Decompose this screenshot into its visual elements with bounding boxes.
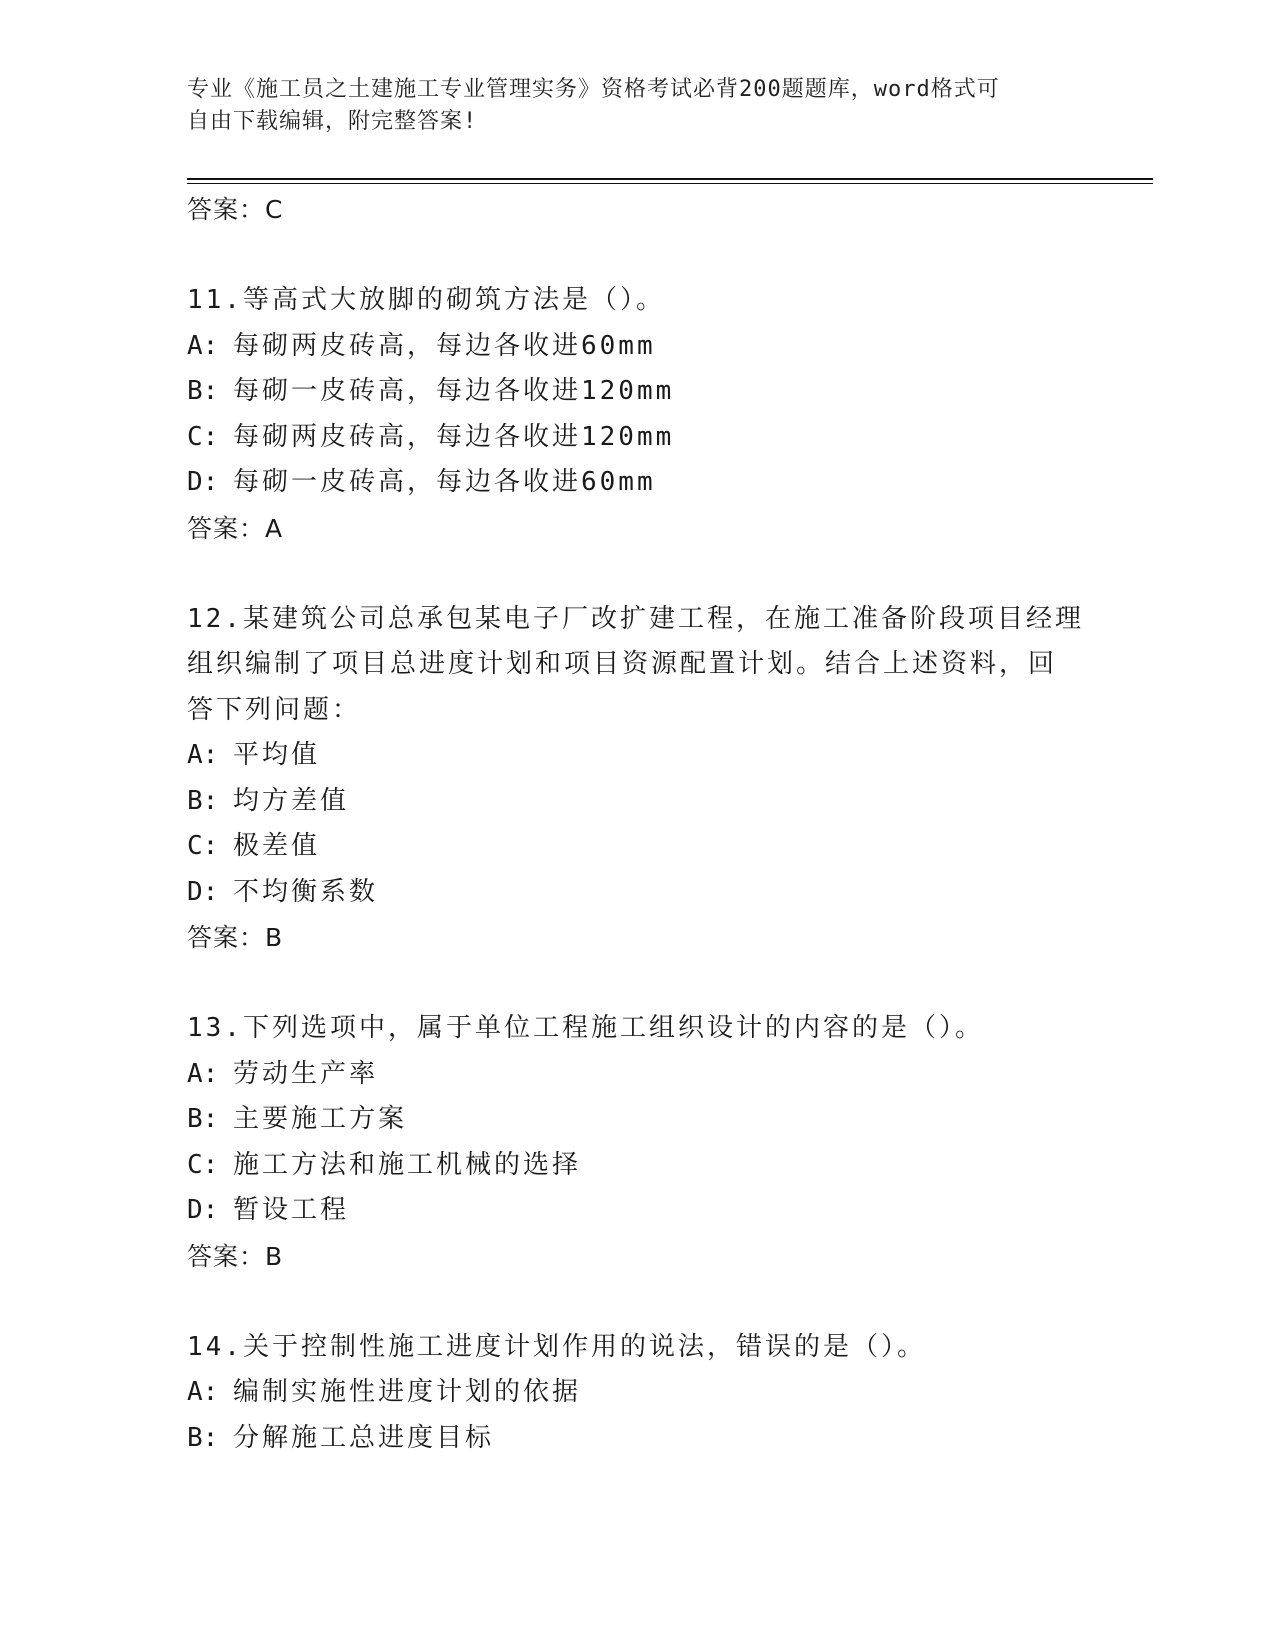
question-stem — [187, 1006, 1087, 1052]
option-b — [187, 779, 1087, 825]
question-14 — [187, 1325, 1087, 1462]
question-12 — [187, 597, 1087, 961]
spacer — [187, 232, 1087, 278]
answer: 答案：B — [187, 1241, 284, 1271]
option-a — [187, 1052, 1087, 1098]
option-c — [187, 824, 1087, 870]
question-text: 等高式大放脚的砌筑方法是（）。 — [242, 285, 665, 315]
option-b — [187, 1097, 1087, 1143]
header-line-2: 自由下载编辑，附完整答案! — [187, 109, 478, 134]
option-a — [187, 324, 1087, 370]
question-stem — [187, 278, 1087, 324]
option-letter: A: — [187, 1377, 219, 1407]
question-stem-line-1 — [187, 597, 1087, 643]
document-header — [187, 74, 1087, 138]
option-letter: A: — [187, 740, 219, 770]
option-letter: A: — [187, 330, 219, 361]
previous-answer: 答案：C — [187, 195, 284, 224]
option-letter: D: — [187, 467, 219, 497]
option-text: 编制实施性进度计划的依据 — [233, 1377, 582, 1407]
answer: 答案：B — [187, 923, 284, 952]
option-text: 平均值 — [233, 740, 321, 770]
header-line-1: 专业《施工员之土建施工专业管理实务》资格考试必背200题题库，word格式可 — [187, 77, 1000, 102]
option-letter: B: — [187, 376, 219, 406]
option-c — [187, 1143, 1087, 1189]
option-c — [187, 415, 1087, 461]
header-divider-thick — [187, 178, 1153, 180]
question-text: 某建筑公司总承包某电子厂改扩建工程，在施工准备阶段项目经理 — [242, 603, 1084, 634]
question-13 — [187, 1006, 1087, 1279]
option-letter: A: — [187, 1058, 219, 1089]
option-letter: C: — [187, 831, 219, 861]
option-text: 劳动生产率 — [233, 1058, 379, 1089]
question-number: 11. — [187, 285, 243, 315]
option-letter: C: — [187, 421, 219, 452]
option-a — [187, 1370, 1087, 1416]
answer: 答案：A — [187, 513, 284, 543]
option-b — [187, 1416, 1087, 1462]
option-letter: B: — [187, 1104, 219, 1134]
option-text: 极差值 — [233, 831, 321, 861]
option-d — [187, 870, 1087, 916]
question-stem-line-2: 组织编制了项目总进度计划和项目资源配置计划。结合上述资料，回 — [187, 649, 1058, 679]
option-letter: B: — [187, 785, 219, 816]
option-text: 不均衡系数 — [233, 876, 379, 907]
option-b — [187, 369, 1087, 415]
question-list — [187, 187, 1087, 1461]
option-letter: B: — [187, 1422, 219, 1453]
option-d — [187, 460, 1087, 506]
question-number: 14. — [187, 1331, 243, 1362]
option-text: 主要施工方案 — [233, 1104, 408, 1134]
question-number: 13. — [187, 1013, 243, 1043]
header-divider-thin — [187, 183, 1153, 184]
option-a — [187, 733, 1087, 779]
question-number: 12. — [187, 603, 243, 634]
option-letter: D: — [187, 876, 219, 907]
option-text: 暂设工程 — [233, 1195, 350, 1225]
question-11 — [187, 278, 1087, 551]
question-stem — [187, 1325, 1087, 1371]
option-text: 分解施工总进度目标 — [233, 1422, 495, 1453]
option-text: 施工方法和施工机械的选择 — [233, 1149, 582, 1180]
option-text: 每砌两皮砖高，每边各收进120mm — [233, 421, 675, 452]
option-text: 每砌一皮砖高，每边各收进60mm — [233, 467, 656, 497]
option-letter: D: — [187, 1195, 219, 1225]
option-text: 均方差值 — [233, 785, 350, 816]
question-stem-line-3: 答下列问题： — [187, 694, 362, 725]
option-letter: C: — [187, 1149, 219, 1180]
question-text: 关于控制性施工进度计划作用的说法，错误的是（）。 — [242, 1331, 926, 1362]
spacer — [187, 551, 1087, 597]
option-text: 每砌一皮砖高，每边各收进120mm — [233, 376, 675, 406]
spacer — [187, 960, 1087, 1006]
option-d — [187, 1188, 1087, 1234]
option-text: 每砌两皮砖高，每边各收进60mm — [233, 330, 656, 361]
spacer — [187, 1279, 1087, 1325]
question-text: 下列选项中，属于单位工程施工组织设计的内容的是（）。 — [242, 1013, 984, 1043]
